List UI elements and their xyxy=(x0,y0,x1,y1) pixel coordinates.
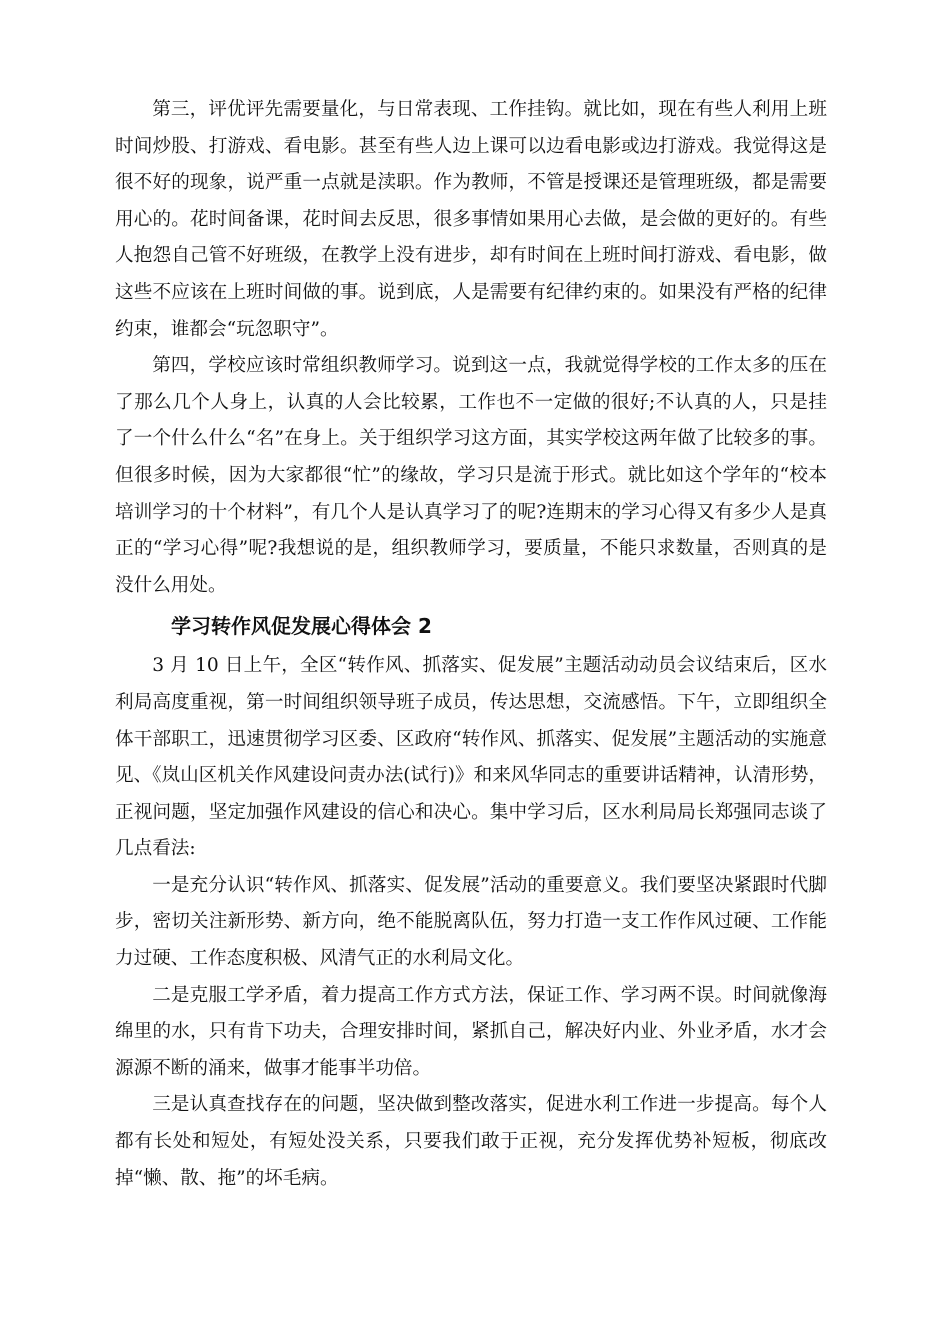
paragraph-point-one: 一是充分认识“转作风、抓落实、促发展”活动的重要意义。我们要坚决紧跟时代脚步，密切关注新形势、新方向，绝不能脱离队伍，努力打造一支工作作风过硬、工作能力过硬、工作态度积极、风清气正的水利局文化。 xyxy=(115,874,827,970)
paragraph-point-three: 三是认真查找存在的问题，坚决做到整改落实，促进水利工作进一步提高。每个人都有长处和短处，有短处没关系，只要我们敢于正视，充分发挥优势补短板，彻底改掉“懒、散、拖”的坏毛病。 xyxy=(115,1094,827,1189)
document-page xyxy=(115,92,827,1197)
paragraph-point-two: 二是克服工学矛盾，着力提高工作方式方法，保证工作、学习两不误。时间就像海绵里的水，只有肯下功夫，合理安排时间，紧抓自己，解决好内业、外业矛盾，水才会源源不断的涌来，做事才能事半功倍。 xyxy=(115,984,827,1079)
paragraph-third-point: 第三，评优评先需要量化，与日常表现、工作挂钩。就比如，现在有些人利用上班时间炒股、打游戏、看电影。甚至有些人边上课可以边看电影或边打游戏。我觉得这是很不好的现象，说严重一点就是渎职。作为教师，不管是授课还是管理班级，都是需要用心的。花时间备课，花时间去反思，很多事情如果用心去做，是会做的更好的。有些人抱怨自己管不好班级，在教学上没有进步，却有时间在上班时间打游戏、看电影，做这些不应该在上班时间做的事。说到底，人是需要有纪律约束的。如果没有严格的纪律约束，谁都会“玩忽职守”。 xyxy=(115,99,827,340)
paragraph-intro: 3 月 10 日上午，全区“转作风、抓落实、促发展”主题活动动员会议结束后，区水利局高度重视，第一时间组织领导班子成员，传达思想，交流感悟。下午，立即组织全体干部职工，迅速贯彻学习区委、区政府“转作风、抓落实、促发展”主题活动的实施意见、《岚山区机关作风建设问责办法(试行)》和来风华同志的重要讲话精神，认清形势，正视问题，坚定加强作风建设的信心和决心。集中学习后，区水利局局长郑强同志谈了几点看法: xyxy=(115,655,827,860)
section-heading: 学习转作风促发展心得体会 2 xyxy=(171,614,432,639)
paragraph-fourth-point: 第四，学校应该时常组织教师学习。说到这一点，我就觉得学校的工作太多的压在了那么几个人身上，认真的人会比较累，工作也不一定做的很好;不认真的人，只是挂了一个什么什么“名”在身上。关于组织学习这方面，其实学校这两年做了比较多的事。但很多时候，因为大家都很“忙”的缘故，学习只是流于形式。就比如这个学年的“校本培训学习的十个材料”，有几个人是认真学习了的呢?连期末的学习心得又有多少人是真正的“学习心得”呢?我想说的是，组织教师学习，要质量，不能只求数量，否则真的是没什么用处。 xyxy=(115,355,827,596)
